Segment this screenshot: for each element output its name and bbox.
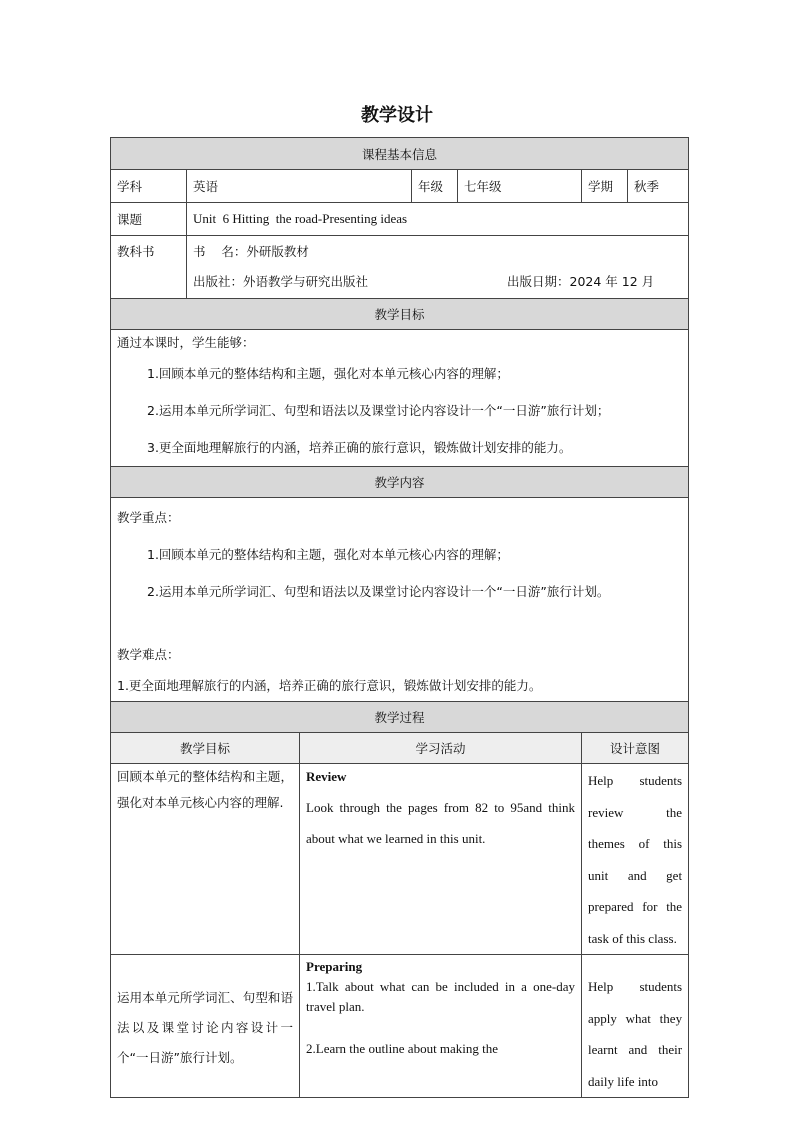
objective-item: 3.更全面地理解旅行的内涵，培养正确的旅行意识，锻炼做计划安排的能力。 (147, 440, 572, 455)
key-point-item: 2.运用本单元所学词汇、句型和语法以及课堂讨论内容设计一个“一日游”旅行计划。 (147, 584, 610, 599)
topic-value: Unit 6 Hitting the road-Presenting ideas (187, 203, 689, 236)
grade-label: 年级 (412, 170, 458, 203)
process-col-activity: 学习活动 (300, 733, 582, 764)
book-name: 书 名：外研版教材 (193, 244, 309, 259)
objective-item: 2.运用本单元所学词汇、句型和语法以及课堂讨论内容设计一个“一日游”旅行计划； (147, 403, 610, 418)
process-row-intent: Help students review the themes of this unit and get prepared for the task of this class. (582, 764, 689, 955)
activity-line: 2.Learn the outline about making the (306, 1041, 499, 1056)
subject-value: 英语 (187, 170, 412, 203)
textbook-label: 教科书 (111, 236, 187, 299)
process-col-goal: 教学目标 (111, 733, 300, 764)
activity-title: Review (306, 769, 347, 784)
key-points-label: 教学重点： (117, 510, 180, 525)
key-point-item: 1.回顾本单元的整体结构和主题，强化对本单元核心内容的理解； (147, 547, 509, 562)
basic-info-header: 课程基本信息 (111, 138, 689, 170)
process-row-goal: 回顾本单元的整体结构和主题，强化对本单元核心内容的理解. (111, 764, 300, 955)
difficulty-label: 教学难点： (117, 647, 180, 662)
lesson-plan-table (110, 137, 689, 1098)
process-row-intent: Help students apply what they learnt and their daily life into (582, 955, 689, 1098)
subject-label: 学科 (111, 170, 187, 203)
process-col-intent: 设计意图 (582, 733, 689, 764)
process-row-activity (300, 764, 582, 955)
term-label: 学期 (582, 170, 628, 203)
objective-item: 1.回顾本单元的整体结构和主题，强化对本单元核心内容的理解； (147, 366, 509, 381)
objectives-header: 教学目标 (111, 299, 689, 330)
process-row-activity (300, 955, 582, 1098)
publisher-line (193, 267, 682, 297)
difficulty-item: 1.更全面地理解旅行的内涵，培养正确的旅行意识，锻炼做计划安排的能力。 (117, 678, 542, 693)
objectives-body (111, 330, 689, 467)
activity-title: Preparing (306, 959, 363, 974)
activity-line: 1.Talk about what can be included in a one-day travel plan. (306, 979, 575, 1014)
objectives-intro: 通过本课时，学生能够： (117, 335, 255, 350)
publish-date: 出版日期：2024 年 12 月 (507, 274, 655, 289)
content-header: 教学内容 (111, 467, 689, 498)
activity-line: Look through the pages from 82 to 95and think about what we learned in this unit. (306, 800, 575, 846)
process-row-goal: 运用本单元所学词汇、句型和语法以及课堂讨论内容设计一个“一日游”旅行计划。 (111, 955, 300, 1098)
document-title: 教学设计 (361, 105, 433, 126)
textbook-info (187, 236, 689, 299)
content-body (111, 498, 689, 702)
grade-value: 七年级 (458, 170, 582, 203)
topic-label: 课题 (111, 203, 187, 236)
publisher: 出版社：外语教学与研究出版社 (193, 274, 369, 289)
process-header: 教学过程 (111, 702, 689, 733)
term-value: 秋季 (628, 170, 689, 203)
